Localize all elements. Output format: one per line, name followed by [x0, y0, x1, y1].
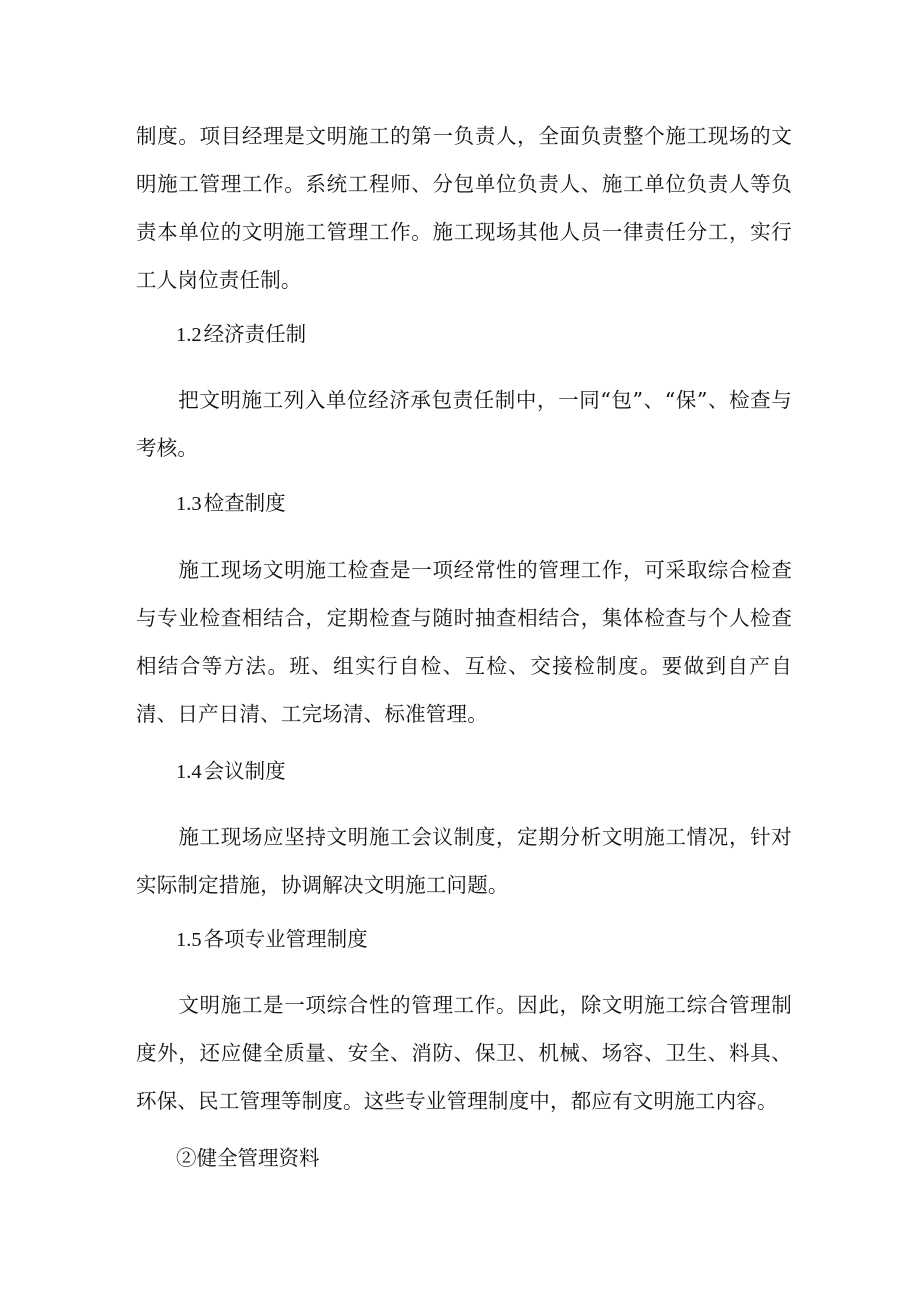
paragraph-inspection-system: 施工现场文明施工检查是一项经常性的管理工作，可采取综合检查与专业检查相结合，定期检查与随时抽查相结合，集体检查与个人检查相结合等方法。班、组实行自检、互检、交接检制度。要做到自产自清、日产日清、工完场清、标准管理。	[136, 558, 792, 726]
heading-1-2	[176, 310, 306, 359]
heading-number: 1.2	[176, 324, 202, 346]
paragraph-professional-management: 文明施工是一项综合性的管理工作。因此，除文明施工综合管理制度外，还应健全质量、安全、消防、保卫、机械、场容、卫生、料具、环保、民工管理等制度。这些专业管理制度中，都应有文明施工内容。	[136, 993, 792, 1113]
heading-management-records: ②健全管理资料	[176, 1146, 320, 1170]
heading-1-4	[176, 747, 286, 796]
paragraph-economic-responsibility: 把文明施工列入单位经济承包责任制中，一同“包”、“保”、检查与考核。	[136, 388, 792, 460]
heading-text: 各项专业管理制度	[203, 927, 368, 951]
heading-number: 1.3	[176, 493, 202, 515]
heading-number: 1.5	[176, 929, 202, 951]
heading-1-5	[176, 915, 368, 964]
paragraph-responsibility-system: 制度。项目经理是文明施工的第一负责人，全面负责整个施工现场的文明施工管理工作。系统工程师、分包单位负责人、施工单位负责人等负责本单位的文明施工管理工作。施工现场其他人员一律责任分工，实行工人岗位责任制。	[136, 124, 792, 292]
heading-text: 会议制度	[203, 759, 286, 783]
paragraph-meeting-system: 施工现场应坚持文明施工会议制度，定期分析文明施工情况，针对实际制定措施，协调解决文明施工问题。	[136, 825, 792, 897]
heading-text: 检查制度	[203, 491, 286, 515]
heading-1-3	[176, 479, 286, 528]
heading-text: 经济责任制	[203, 322, 307, 346]
heading-number: 1.4	[176, 761, 202, 783]
